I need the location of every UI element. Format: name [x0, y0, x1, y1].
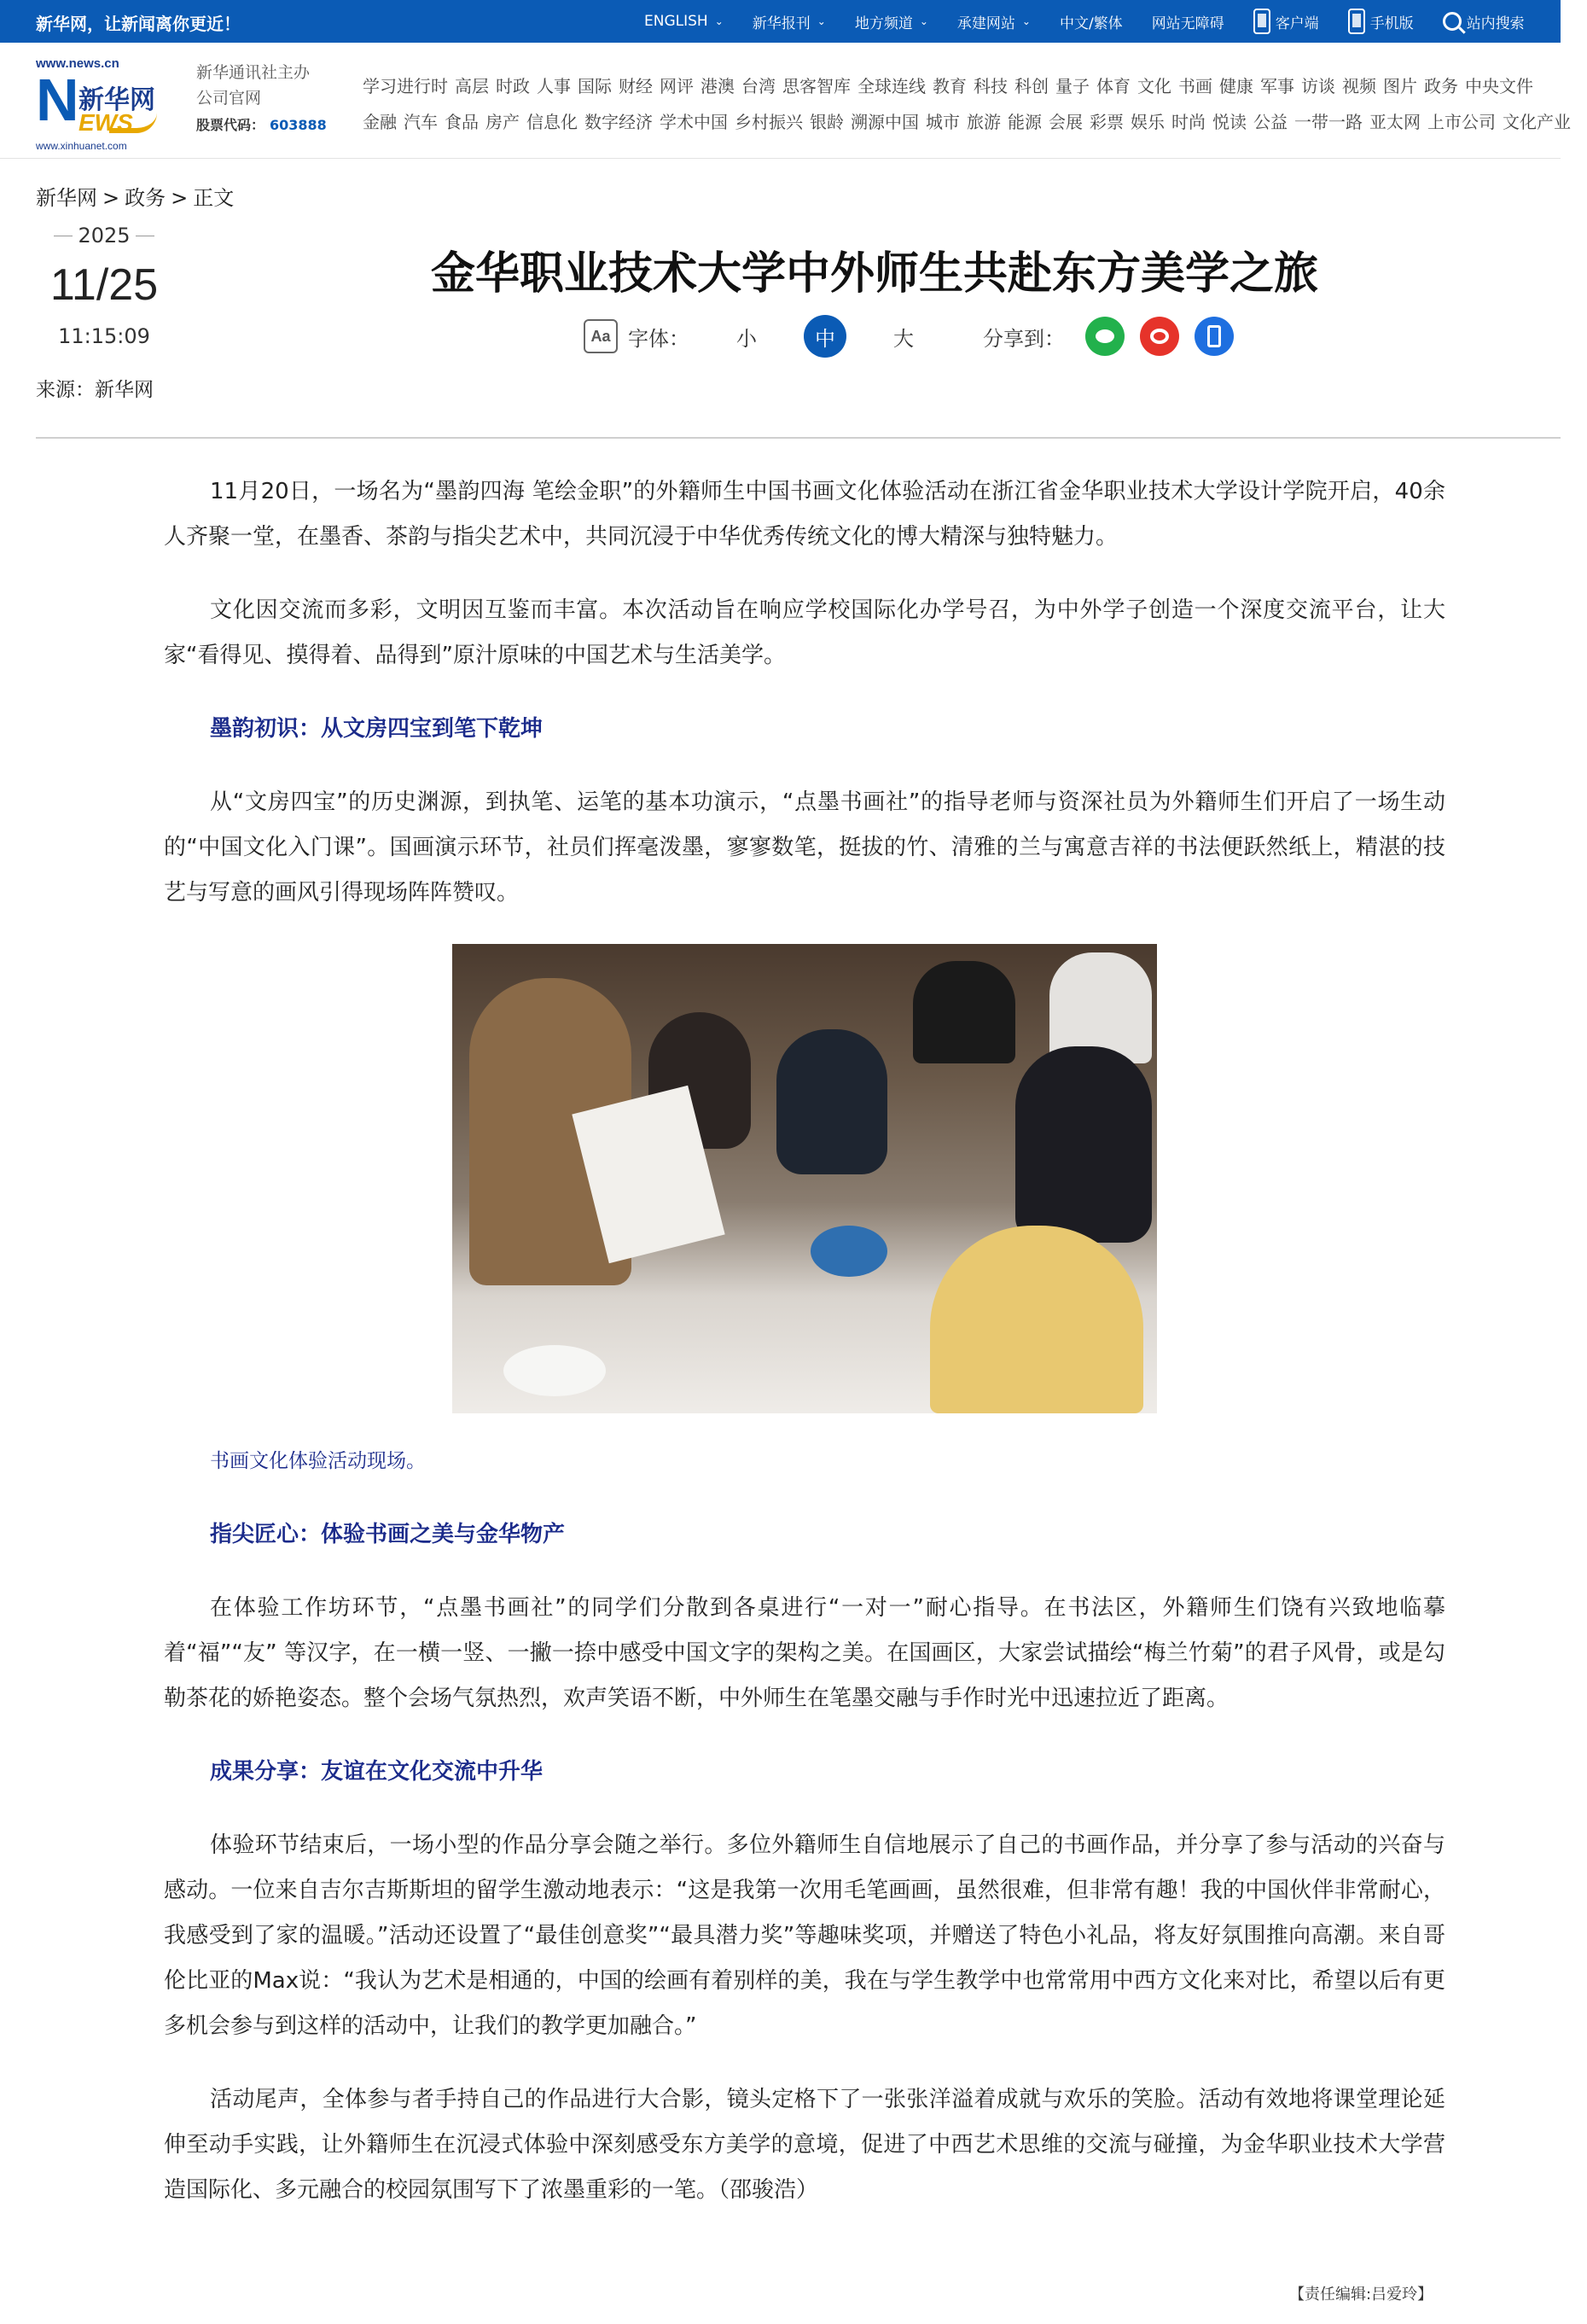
- channel-link[interactable]: 科技: [974, 76, 1008, 96]
- channel-link[interactable]: 思客智库: [782, 76, 851, 96]
- publish-date: [36, 224, 172, 348]
- channel-link[interactable]: 悦读: [1212, 112, 1247, 132]
- mobile-icon: [1348, 9, 1365, 34]
- channel-link[interactable]: 文化产业: [1503, 112, 1571, 132]
- article-body: [164, 469, 1445, 2213]
- logo-cn-name: 新华网: [78, 85, 155, 115]
- channel-link[interactable]: 时政: [496, 76, 530, 96]
- header-divider: [36, 437, 1561, 439]
- breadcrumb-home[interactable]: 新华网: [36, 186, 97, 210]
- channel-nav: [363, 68, 1571, 140]
- nav-site-search[interactable]: [1443, 11, 1525, 32]
- org-info: [196, 60, 327, 135]
- channel-link[interactable]: 全球连线: [857, 76, 926, 96]
- breadcrumb-current: 正文: [193, 186, 235, 210]
- channel-link[interactable]: 体育: [1096, 76, 1131, 96]
- nav-local-label: 地方频道: [854, 15, 913, 32]
- nav-traditional-chinese[interactable]: [1060, 11, 1123, 32]
- wechat-icon: [1096, 329, 1114, 343]
- nav-client-app[interactable]: [1253, 9, 1319, 34]
- nav-traditional-label: 中文/繁体: [1059, 15, 1123, 32]
- channel-row-1: [363, 68, 1561, 104]
- channel-link[interactable]: 娱乐: [1131, 112, 1165, 132]
- channel-link[interactable]: 图片: [1383, 76, 1417, 96]
- stock-label: 股票代码：: [196, 117, 265, 133]
- article-paragraph: 体验环节结束后，一场小型的作品分享会随之举行。多位外籍师生自信地展示了自己的书画作品，并分享了参与活动的兴奋与感动。一位来自吉尔吉斯斯坦的留学生激动地表示：“这是我第一次用毛笔画画，虽然很难，但非常有趣！我的中国伙伴非常耐心，我感受到了家的温暖。”活动还设置了“最佳创意奖”“最具潜力奖”等趣味奖项，并赠送了特色小礼品，将友好氛围推向高潮。来自哥伦比亚的Max说：“我认为艺术是相通的，中国的绘画有着别样的美，我在与学生教学中也常常用中西方文化来对比，希望以后有更多机会参与到这样的活动中，让我们的教学更加融合。”: [164, 1832, 1445, 2039]
- channel-link[interactable]: 量子: [1055, 76, 1090, 96]
- font-medium-button[interactable]: 中: [804, 315, 846, 358]
- site-header: [0, 43, 1571, 159]
- channel-link[interactable]: 科创: [1014, 76, 1049, 96]
- channel-link[interactable]: 访谈: [1301, 76, 1335, 96]
- client-label: 客户端: [1275, 15, 1319, 32]
- nav-mobile-version[interactable]: [1348, 9, 1414, 34]
- channel-link[interactable]: 食品: [445, 112, 479, 132]
- channel-link[interactable]: 学习进行时: [363, 76, 448, 96]
- channel-link[interactable]: 文化: [1137, 76, 1171, 96]
- article-paragraph: 活动尾声，全体参与者手持自己的作品进行大合影，镜头定格下了一张张洋溢着成就与欢乐的笑脸。活动有效地将课堂理论延伸至动手实践，让外籍师生在沉浸式体验中深刻感受东方美学的意境，促进了中西艺术思维的交流与碰撞，为金华职业技术大学营造国际化、多元融合的校园氛围写下了浓墨重彩的一笔。（邵骏浩）: [164, 2087, 1445, 2203]
- stock-code[interactable]: 603888: [270, 117, 327, 133]
- channel-link[interactable]: 学术中国: [660, 112, 728, 132]
- phone-icon: [1253, 9, 1270, 34]
- nav-english[interactable]: [644, 13, 724, 30]
- channel-link[interactable]: 上市公司: [1427, 112, 1496, 132]
- org-line1: 新华通讯社主办: [196, 63, 311, 82]
- nav-hosted-sites[interactable]: [957, 11, 1031, 32]
- font-large-button[interactable]: 大: [893, 326, 914, 351]
- mobile-share-button[interactable]: [1195, 317, 1234, 356]
- article-tools: [584, 311, 1249, 362]
- photo-caption: 书画文化体验活动现场。: [210, 1450, 426, 1472]
- article-paragraph: 在体验工作坊环节，“点墨书画社”的同学们分散到各桌进行“一对一”耐心指导。在书法区，外籍师生们饶有兴致地临摹着“福”“友” 等汉字，在一横一竖、一撇一捺中感受中国文字的架构之美。在国画区，大家尝试描绘“梅兰竹菊”的君子风骨，或是勾勒茶花的娇艳姿态。整个会场气氛热烈，欢声笑语不断，中外师生在笔墨交融与手作时光中迅速拉近了距离。: [164, 1595, 1445, 1711]
- channel-link[interactable]: 能源: [1008, 112, 1042, 132]
- channel-link[interactable]: 教育: [933, 76, 967, 96]
- responsible-editor: 【责任编辑:吕爱玲】: [1289, 2286, 1433, 2304]
- channel-link[interactable]: 视频: [1342, 76, 1376, 96]
- publish-month-day: 11/25: [49, 260, 159, 310]
- channel-link[interactable]: 中央文件: [1465, 76, 1533, 96]
- nav-hosted-label: 承建网站: [956, 15, 1015, 32]
- share-label: 分享到：: [983, 326, 1065, 351]
- weibo-share-button[interactable]: [1140, 317, 1179, 356]
- channel-link[interactable]: 一带一路: [1294, 112, 1363, 132]
- channel-link[interactable]: 高层: [455, 76, 489, 96]
- search-icon: [1443, 12, 1462, 31]
- font-size-icon: Aa: [584, 319, 618, 353]
- logo-swoosh: [109, 113, 157, 133]
- channel-link[interactable]: 亚太网: [1369, 112, 1421, 132]
- channel-link[interactable]: 台湾: [741, 76, 776, 96]
- section-heading: 指尖匠心：体验书画之美与金华物产: [210, 1522, 566, 1547]
- channel-link[interactable]: 信息化: [526, 112, 578, 132]
- logo-url-top: www.news.cn: [36, 56, 119, 71]
- channel-link[interactable]: 人事: [537, 76, 571, 96]
- channel-link[interactable]: 房产: [485, 112, 520, 132]
- publish-time: 11:15:09: [58, 324, 150, 348]
- top-bar: [0, 0, 1561, 43]
- channel-link[interactable]: 会展: [1049, 112, 1083, 132]
- article-source: 来源：新华网: [36, 379, 154, 401]
- channel-link[interactable]: 溯源中国: [851, 112, 919, 132]
- channel-link[interactable]: 网评: [660, 76, 694, 96]
- channel-link[interactable]: 金融: [363, 112, 397, 132]
- mobile-label: 手机版: [1369, 15, 1414, 32]
- breadcrumb-separator: >: [102, 186, 120, 210]
- channel-link[interactable]: 时尚: [1171, 112, 1206, 132]
- article-photo: [452, 944, 1157, 1413]
- nav-accessibility[interactable]: [1152, 11, 1224, 32]
- article-paragraph: 从“文房四宝”的历史渊源，到执笔、运笔的基本功演示，“点墨书画社”的指导老师与资深社员为外籍师生们开启了一场生动的“中国文化入门课”。国画演示环节，社员们挥毫泼墨，寥寥数笔，挺拔的竹、清雅的兰与寓意吉祥的书法便跃然纸上，精湛的技艺与写意的画风引得现场阵阵赞叹。: [164, 789, 1445, 906]
- nav-english-label: ENGLISH: [644, 13, 708, 30]
- breadcrumb: [36, 181, 239, 211]
- channel-link[interactable]: 财经: [619, 76, 653, 96]
- logo-ews: EWS: [78, 109, 133, 136]
- chevron-down-icon: ⌄: [919, 15, 928, 27]
- channel-link[interactable]: 彩票: [1090, 112, 1124, 132]
- channel-link[interactable]: 银龄: [810, 112, 844, 132]
- site-slogan: 新华网，让新闻离你更近！: [36, 14, 241, 34]
- channel-link[interactable]: 汽车: [404, 112, 438, 132]
- chevron-down-icon: ⌄: [817, 15, 826, 27]
- wechat-share-button[interactable]: [1085, 317, 1125, 356]
- channel-link[interactable]: 国际: [578, 76, 612, 96]
- nav-newspapers[interactable]: [753, 11, 826, 32]
- publish-year: 2025: [36, 224, 172, 248]
- top-nav: [644, 0, 1554, 43]
- nav-accessibility-label: 网站无障碍: [1151, 15, 1224, 32]
- search-label: 站内搜索: [1466, 15, 1525, 32]
- article-paragraph: 11月20日，一场名为“墨韵四海 笔绘金职”的外籍师生中国书画文化体验活动在浙江省金华职业技术大学设计学院开启，40余人齐聚一堂，在墨香、茶韵与指尖艺术中，共同沉浸于中华优秀传统文化的博大精深与独特魅力。: [164, 479, 1445, 550]
- channel-link[interactable]: 数字经济: [584, 112, 653, 132]
- nav-local-channels[interactable]: [855, 11, 928, 32]
- channel-row-2: [363, 104, 1571, 140]
- section-heading: 成果分享：友谊在文化交流中升华: [210, 1759, 544, 1785]
- article-title: 金华职业技术大学中外师生共赴东方美学之旅: [430, 248, 1318, 300]
- mobile-icon: [1207, 325, 1221, 347]
- channel-link[interactable]: 港澳: [700, 76, 735, 96]
- channel-link[interactable]: 书画: [1178, 76, 1212, 96]
- chevron-down-icon: ⌄: [1021, 15, 1031, 27]
- section-heading: 墨韵初识：从文房四宝到笔下乾坤: [210, 716, 544, 742]
- channel-link[interactable]: 公益: [1253, 112, 1288, 132]
- nav-newspapers-label: 新华报刊: [752, 15, 811, 32]
- font-label: 字体：: [628, 326, 689, 351]
- stock-info: [196, 116, 327, 135]
- channel-link[interactable]: 健康: [1219, 76, 1253, 96]
- breadcrumb-separator: >: [171, 186, 189, 210]
- article-paragraph: 文化因交流而多彩，文明因互鉴而丰富。本次活动旨在响应学校国际化办学号召，为中外学子创造一个深度交流平台，让大家“看得见、摸得着、品得到”原汁原味的中国艺术与生活美学。: [164, 597, 1445, 668]
- xinhua-logo[interactable]: [36, 56, 155, 157]
- org-line2: 公司官网: [196, 89, 262, 108]
- chevron-down-icon: ⌄: [714, 15, 724, 27]
- breadcrumb-politics[interactable]: 政务: [125, 186, 166, 210]
- logo-url-bottom: www.xinhuanet.com: [36, 140, 127, 152]
- logo-letter: N: [36, 67, 79, 133]
- channel-link[interactable]: 政务: [1424, 76, 1458, 96]
- font-small-button[interactable]: 小: [736, 326, 757, 351]
- channel-link[interactable]: 乡村振兴: [735, 112, 803, 132]
- channel-link[interactable]: 城市: [926, 112, 960, 132]
- weibo-icon: [1150, 329, 1169, 344]
- channel-link[interactable]: 旅游: [967, 112, 1001, 132]
- channel-link[interactable]: 军事: [1260, 76, 1294, 96]
